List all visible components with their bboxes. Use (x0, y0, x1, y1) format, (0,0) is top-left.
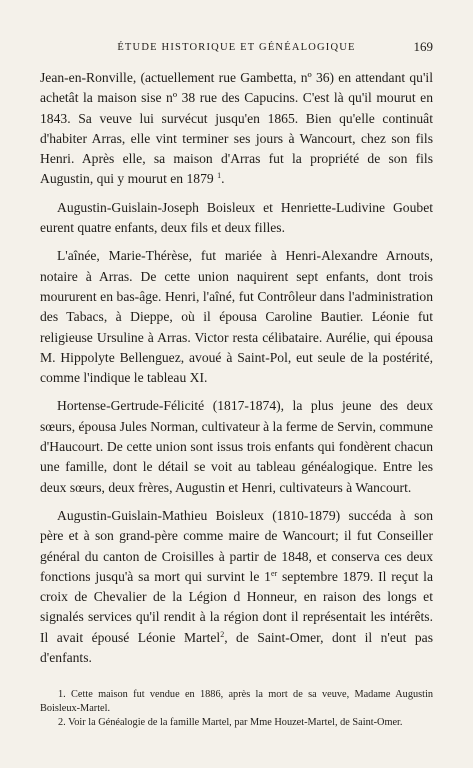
paragraph-5-end: , de Saint-Omer, dont il n'eut pas d'enfants. (40, 629, 433, 666)
paragraph-1-text: Jean-en-Ronville, (actuellement rue Gambetta, nº 36) en attendant qu'il achetât la maison sise nº 38 rue des Capucins. C'est là qu'il mourut en 1843. Sa veuve lui survécut jusqu'en 1865. Bien qu'elle continuât d'habiter Arras, elle vint terminer ses jours à Wancourt, chez son fils Henri. Après elle, sa maison d'Arras fut la propriété de son fils Augustin, qui y mourut en 1879 (40, 70, 433, 187)
paragraph-3: L'aînée, Marie-Thérèse, fut mariée à Henri-Alexandre Arnouts, notaire à Arras. De cette union naquirent sept enfants, dont trois moururent en bas-âge. Henri, l'aîné, fut Contrôleur dans l'administration des Tabacs, à Dieppe, où il épousa Caroline Bautier. Léonie fut religieuse Ursuline à Arras. Victor resta célibataire. Aurélie, qui épousa M. Hippolyte Bellenguez, avoué à Saint-Pol, eut seule de la postérité, comme l'indique le tableau XI. (40, 248, 433, 386)
paragraph-4: Hortense-Gertrude-Félicité (1817-1874), la plus jeune des deux sœurs, épousa Jules Norman, cultivateur à la ferme de Servin, commune d'Haucourt. De cette union sont issus trois enfants qui fondèrent chacun une famille, dont le détail se voit au tableau généalogique. Entre les deux sœurs, deux frères, Augustin et Henri, cultivateurs à Wancourt. (40, 398, 433, 495)
footnote-ref-2: 2 (220, 629, 225, 639)
footnote-1: 1. Cette maison fut vendue en 1886, après la mort de sa veuve, Madame Augustin Boisleux-Martel. (40, 689, 433, 714)
running-title: ÉTUDE HISTORIQUE ET GÉNÉALOGIQUE (117, 42, 356, 53)
running-header (40, 38, 433, 58)
paragraph-2: Augustin-Guislain-Joseph Boisleux et Henriette-Ludivine Goubet eurent quatre enfants, deux fils et deux filles. (40, 199, 433, 236)
paragraph-5 (40, 506, 433, 668)
page-number: 169 (413, 39, 433, 54)
paragraph-5-text: Augustin-Guislain-Mathieu Boisleux (1810-1879) succéda à son père et à son grand-père comme maire de Wancourt; il fut Conseiller général du canton de Croisilles à partir de 1848, et conserva ces deux fonctions jusqu'à sa mort qui survint le 1 (40, 507, 433, 584)
paragraph-1-end: . (221, 171, 225, 187)
footnotes (40, 688, 433, 730)
ordinal-superscript: er (270, 568, 278, 578)
paragraph-5-middle: septembre 1879. Il reçut la croix de Chevalier de la Légion d Honneur, en raison des longs et signalés services qu'il rendit à la région dont il représentait les intérêts. Il avait épousé Léonie Martel (40, 568, 433, 645)
body-text (40, 68, 433, 668)
footnote-2: 2. Voir la Généalogie de la famille Martel, par Mme Houzet-Martel, de Saint-Omer. (58, 717, 403, 728)
paragraph-1 (40, 68, 433, 190)
footnote-ref-1: 1 (217, 171, 222, 181)
